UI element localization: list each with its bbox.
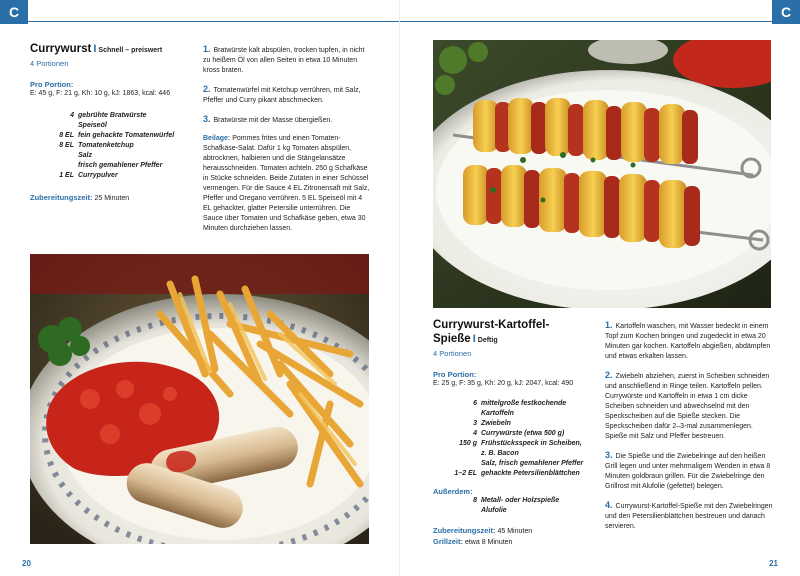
ingredient-amount bbox=[433, 449, 481, 459]
ingredient-amount bbox=[30, 161, 78, 171]
ingredient-amount: 6 bbox=[473, 400, 477, 407]
ingredient-text: Salz bbox=[78, 152, 93, 159]
ingredient-item bbox=[30, 111, 195, 121]
ingredient-amount: 150 g bbox=[459, 440, 477, 447]
recipe-subtitle: Deftig bbox=[477, 337, 498, 344]
step: 2. Tomatenwürfel mit Ketchup verrühren, mit Salz, Pfeffer und Curry pikant abschmecken. bbox=[203, 84, 361, 104]
ingredient-item bbox=[30, 151, 195, 161]
recipe-steps-left bbox=[203, 44, 371, 242]
servings: 4 Portionen bbox=[30, 59, 69, 68]
ingredient-amount bbox=[30, 151, 78, 161]
prep-time: 25 Minuten bbox=[94, 195, 130, 202]
ingredient-text: Alufolie bbox=[481, 507, 507, 514]
ingredient-amount: 8 EL bbox=[59, 142, 74, 149]
ingredient-amount bbox=[30, 121, 78, 131]
skewers-photo bbox=[433, 40, 771, 308]
nutrition-info: E: 45 g, F: 21 g, Kh: 10 g, kJ: 1863, kcal: 446 bbox=[30, 90, 171, 97]
ingredient-item bbox=[30, 161, 195, 171]
nutrition-info: E: 25 g, F: 35 g, Kh: 20 g, kJ: 2047, kcal: 490 bbox=[433, 380, 574, 387]
recipe-title: Currywurst bbox=[30, 43, 92, 55]
ingredient-text: Kartoffeln bbox=[481, 410, 514, 417]
ingredient-item bbox=[30, 171, 195, 181]
page-number: 20 bbox=[22, 559, 31, 568]
step: 3. Bratwürste mit der Masse übergießen. bbox=[203, 114, 333, 124]
step: 3. Die Spieße und die Zwiebelringe auf den heißen Grill legen und unter mehrmaligem Wenden in etwa 8 Minuten goldbraun grillen. Für die Zwiebelringe den Grillrost mit Alufolie (gefettet) belegen. bbox=[605, 450, 771, 490]
ingredient-amount: 8 bbox=[473, 497, 477, 504]
ingredient-text: Currypulver bbox=[78, 172, 118, 179]
ingredient-amount bbox=[433, 409, 481, 419]
currywurst-photo bbox=[30, 254, 369, 544]
ingredient-text: Metall- oder Holzspieße bbox=[481, 497, 560, 504]
ingredient-text: Speiseöl bbox=[78, 122, 107, 129]
ingredient-list bbox=[433, 399, 603, 479]
ingredient-list bbox=[30, 111, 195, 181]
ingredient-item bbox=[433, 419, 603, 429]
chapter-tab: C bbox=[772, 0, 800, 24]
beilage: Beilage: Pommes frites und einen Tomaten-Schafkäse-Salat. Dafür 1 kg Tomaten abspülen, abtrocknen, halbieren und die Stängelansätze herausschneiden. Tomaten achteln. 250 g Schafkäse in Stücke schneiden. Beide Zutaten in einer Schüssel vermengen. Für die Sauce 4 EL Zitronensaft mit Salz, Pfeffer und Oregano verrühren. 5 EL Speiseöl mit 4 EL gehackter, glatter Petersilie unterrühren. Die Sauce über Tomaten und Schafkäse geben, etwa 30 Minuten durchziehen lassen. bbox=[203, 135, 370, 232]
prep-time-label: Zubereitungszeit: bbox=[433, 526, 496, 535]
prep-time-label: Zubereitungszeit: bbox=[30, 193, 93, 202]
ingredient-amount bbox=[433, 459, 481, 469]
ingredient-amount: 1–2 EL bbox=[454, 470, 477, 477]
ingredient-item bbox=[433, 439, 603, 449]
ingredient-amount bbox=[433, 506, 481, 516]
ingredient-item bbox=[433, 449, 603, 459]
ingredient-amount: 1 EL bbox=[59, 172, 74, 179]
ingredient-item bbox=[433, 409, 603, 419]
right-page bbox=[400, 0, 800, 576]
ingredient-item bbox=[433, 399, 603, 409]
ingredient-text: gehackte Petersilienblättchen bbox=[481, 470, 580, 477]
ingredient-item bbox=[30, 121, 195, 131]
ingredient-item bbox=[30, 131, 195, 141]
prep-time: 45 Minuten bbox=[497, 528, 533, 535]
ingredient-amount: 3 bbox=[473, 420, 477, 427]
ingredient-amount: 4 bbox=[473, 430, 477, 437]
ingredient-item bbox=[30, 141, 195, 151]
recipe-subtitle: Schnell – preiswert bbox=[98, 47, 163, 54]
ingredient-item bbox=[433, 459, 603, 469]
ingredient-text: mittelgroße festkochende bbox=[481, 400, 567, 407]
ingredient-text: Currywürste (etwa 500 g) bbox=[481, 430, 565, 437]
extras-list bbox=[433, 496, 603, 516]
per-portion-label: Pro Portion: bbox=[30, 80, 74, 89]
per-portion-label: Pro Portion: bbox=[433, 370, 477, 379]
extras-label: Außerdem: bbox=[433, 487, 473, 496]
step: 2. Zwiebeln abziehen, zuerst in Scheiben schneiden und anschließend in Ringe teilen. Kartoffeln pellen. Currywürste und Kartoffeln in etwa 1 cm dicke Scheiben schneiden und abwechselnd mit den Speckscheiben auf die Spieße stecken. Die Speckscheiben dafür 2–3-mal zusammenlegen. Spieße mit Salz und Pfeffer bestreuen. bbox=[605, 370, 770, 440]
ingredient-item bbox=[433, 506, 603, 516]
grill-time: etwa 8 Minuten bbox=[464, 539, 513, 546]
step: 1. Bratwürste kalt abspülen, trocken tupfen, in nicht zu heißem Öl von allen Seiten in etwa 10 Minuten kross braten. bbox=[203, 44, 365, 74]
recipe-title: Currywurst-Kartoffel-Spieße bbox=[433, 319, 550, 345]
ingredient-item bbox=[433, 429, 603, 439]
ingredient-text: Salz, frisch gemahlener Pfeffer bbox=[481, 460, 584, 467]
ingredient-text: fein gehackte Tomatenwürfel bbox=[78, 132, 175, 139]
recipe-info-right: Currywurst-Kartoffel-Spieße I Deftig 4 Portionen Pro Portion: E: 25 g, F: 35 g, Kh: 20 g, kJ: 2047, kcal: 490 6 mittelgroße festkochende Kartoffeln 3 Zwiebeln 4 Currywürste (etwa 500 g) 150 g Frühstücksspeck in Scheiben, z. B. Bacon Salz, frisch gemahlener Pfeffer 1–2 EL gehackte Petersilienblättchen Außerdem: 8 Metall- oder Holzspieße Alufolie Zubereitungszeit: 45 Minuten Grillzeit: etwa 8 Minuten bbox=[433, 318, 603, 548]
chapter-tab: C bbox=[0, 0, 28, 24]
ingredient-text: Tomatenketchup bbox=[78, 142, 134, 149]
header-rule bbox=[28, 21, 400, 22]
ingredient-item bbox=[433, 469, 603, 479]
ingredient-text: Zwiebeln bbox=[481, 420, 511, 427]
ingredient-amount: 8 EL bbox=[59, 132, 74, 139]
page-number: 21 bbox=[769, 559, 778, 568]
ingredient-text: z. B. Bacon bbox=[481, 450, 519, 457]
grill-time-label: Grillzeit: bbox=[433, 537, 464, 546]
recipe-info-left: Currywurst I Schnell – preiswert 4 Portionen Pro Portion: E: 45 g, F: 21 g, Kh: 10 g, kJ: 1863, kcal: 446 4 gebrühte Bratwürste Speiseöl 8 EL fein gehackte Tomatenwürfel 8 EL Tomatenketchup Salz frisch gemahlener Pfeffer 1 EL Currypulver Zubereitungszeit: 25 Minuten bbox=[30, 42, 195, 204]
step: 1. Kartoffeln waschen, mit Wasser bedeckt in einem Topf zum Kochen bringen und zugedeckt in etwa 20 Minuten gar kochen. Kartoffeln abgießen, abdämpfen und etwas erkalten lassen. bbox=[605, 320, 771, 360]
ingredient-text: gebrühte Bratwürste bbox=[78, 112, 147, 119]
ingredient-text: Frühstücksspeck in Scheiben, bbox=[481, 440, 582, 447]
ingredient-item bbox=[433, 496, 603, 506]
recipe-steps-right bbox=[605, 320, 773, 540]
ingredient-amount: 4 bbox=[70, 112, 74, 119]
servings: 4 Portionen bbox=[433, 349, 472, 358]
step: 4. Currywurst-Kartoffel-Spieße mit den Zwiebelringen und den Petersilienblättchen bestreuen und danach servieren. bbox=[605, 500, 773, 530]
header-rule bbox=[400, 21, 772, 22]
ingredient-text: frisch gemahlener Pfeffer bbox=[78, 162, 163, 169]
